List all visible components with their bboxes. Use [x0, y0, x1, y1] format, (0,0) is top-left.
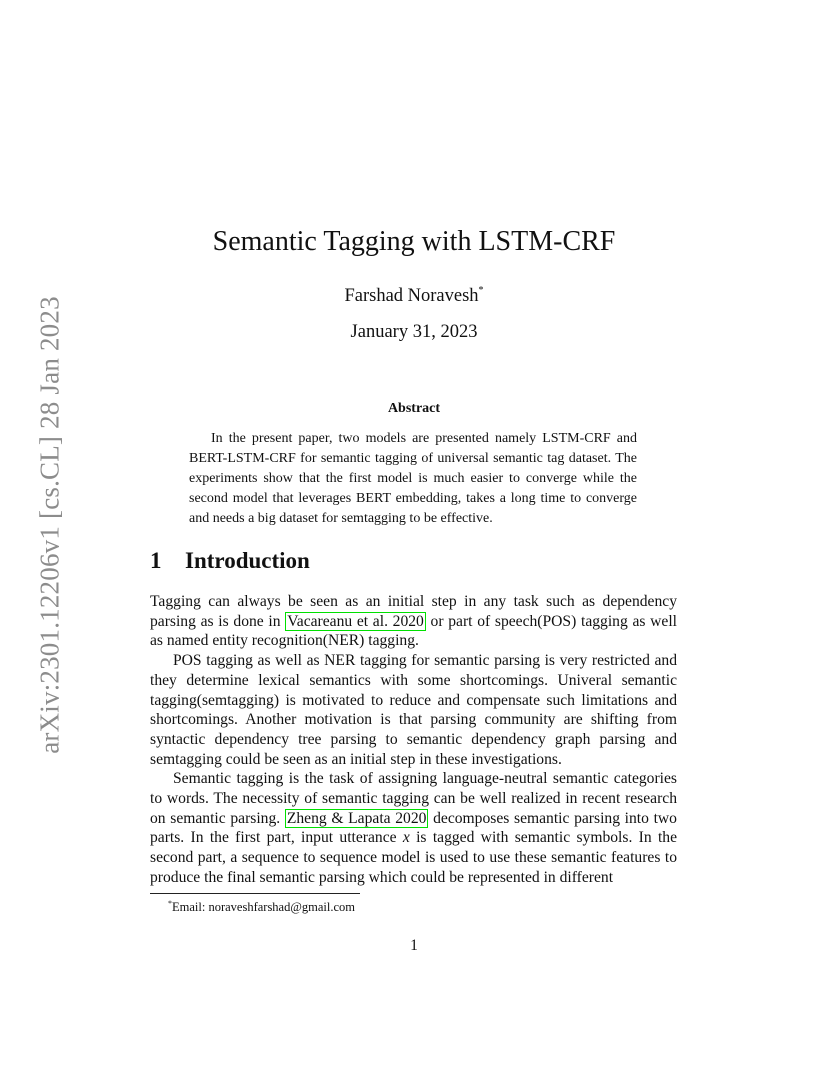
- text-run: or part of speech(POS) tagging as well as named entity recognition(NER) tagging.: [150, 612, 678, 650]
- abstract-text: In the present paper, two models are presented namely LSTM-CRF and BERT-LSTM-CRF for semantic tagging of universal semantic tag dataset. The experiments show that the first model is much easier to converge while the second model that leverages BERT embedding, takes a long time to converge and needs a big dataset for semtagging to be effective.: [189, 431, 637, 526]
- citation-link-zheng-lapata[interactable]: Zheng & Lapata 2020: [286, 809, 427, 827]
- math-variable: x: [402, 829, 410, 847]
- intro-paragraph-3: [150, 769, 677, 887]
- intro-paragraph-1: [150, 592, 677, 651]
- text-run: Tagging can always be seen as an initial step in any task such as dependency parsing as is done in: [150, 593, 677, 630]
- author-footnote-mark: *: [478, 285, 484, 296]
- footnote-mark: *: [168, 899, 172, 908]
- section-title: Introduction: [185, 548, 310, 573]
- abstract-heading: Abstract: [387, 401, 441, 416]
- footnote-text: Email: noraveshfarshad@gmail.com: [172, 900, 355, 914]
- page-number: 1: [410, 937, 418, 954]
- text-run: decomposes semantic parsing into two parts. In the first part, input utterance: [150, 809, 677, 847]
- footnote-divider: [150, 893, 360, 894]
- intro-paragraph-2: POS tagging as well as NER tagging for semantic parsing is very restricted and they determine lexical semantics with some shortcomings. Univeral semantic tagging(semtagging) is motivated to reduce and compensate such limitations and shortcomings. Another motivation is that parsing community are shifting from syntactic dependency tree parsing to semantic dependency graph parsing and semtagging could be seen as an initial step in these investigations.: [150, 652, 677, 768]
- paper-date: January 31, 2023: [350, 322, 478, 342]
- text-run: Semantic tagging is the task of assigning language-neutral semantic categories to words. The necessity of semantic tagging can be well realized in recent research on semantic parsing.: [150, 770, 677, 827]
- citation-link-vacareanu[interactable]: Vacareanu et al. 2020: [287, 612, 424, 630]
- author-name: Farshad Noravesh: [344, 286, 479, 306]
- section-heading: [150, 548, 310, 574]
- text-run: is tagged with semantic symbols. In the second part, a sequence to sequence model is used to use these semantic features to produce the final semantic parsing which could be represented in different: [150, 829, 677, 886]
- section-number: 1: [150, 548, 162, 573]
- introduction-body: [150, 592, 677, 888]
- author-line: [0, 285, 828, 307]
- paper-title: Semantic Tagging with LSTM-CRF: [212, 226, 616, 257]
- abstract-body: [189, 429, 637, 529]
- footnote: [168, 899, 355, 915]
- arxiv-identifier-stamp: arXiv:2301.12206v1 [cs.CL] 28 Jan 2023: [34, 296, 65, 754]
